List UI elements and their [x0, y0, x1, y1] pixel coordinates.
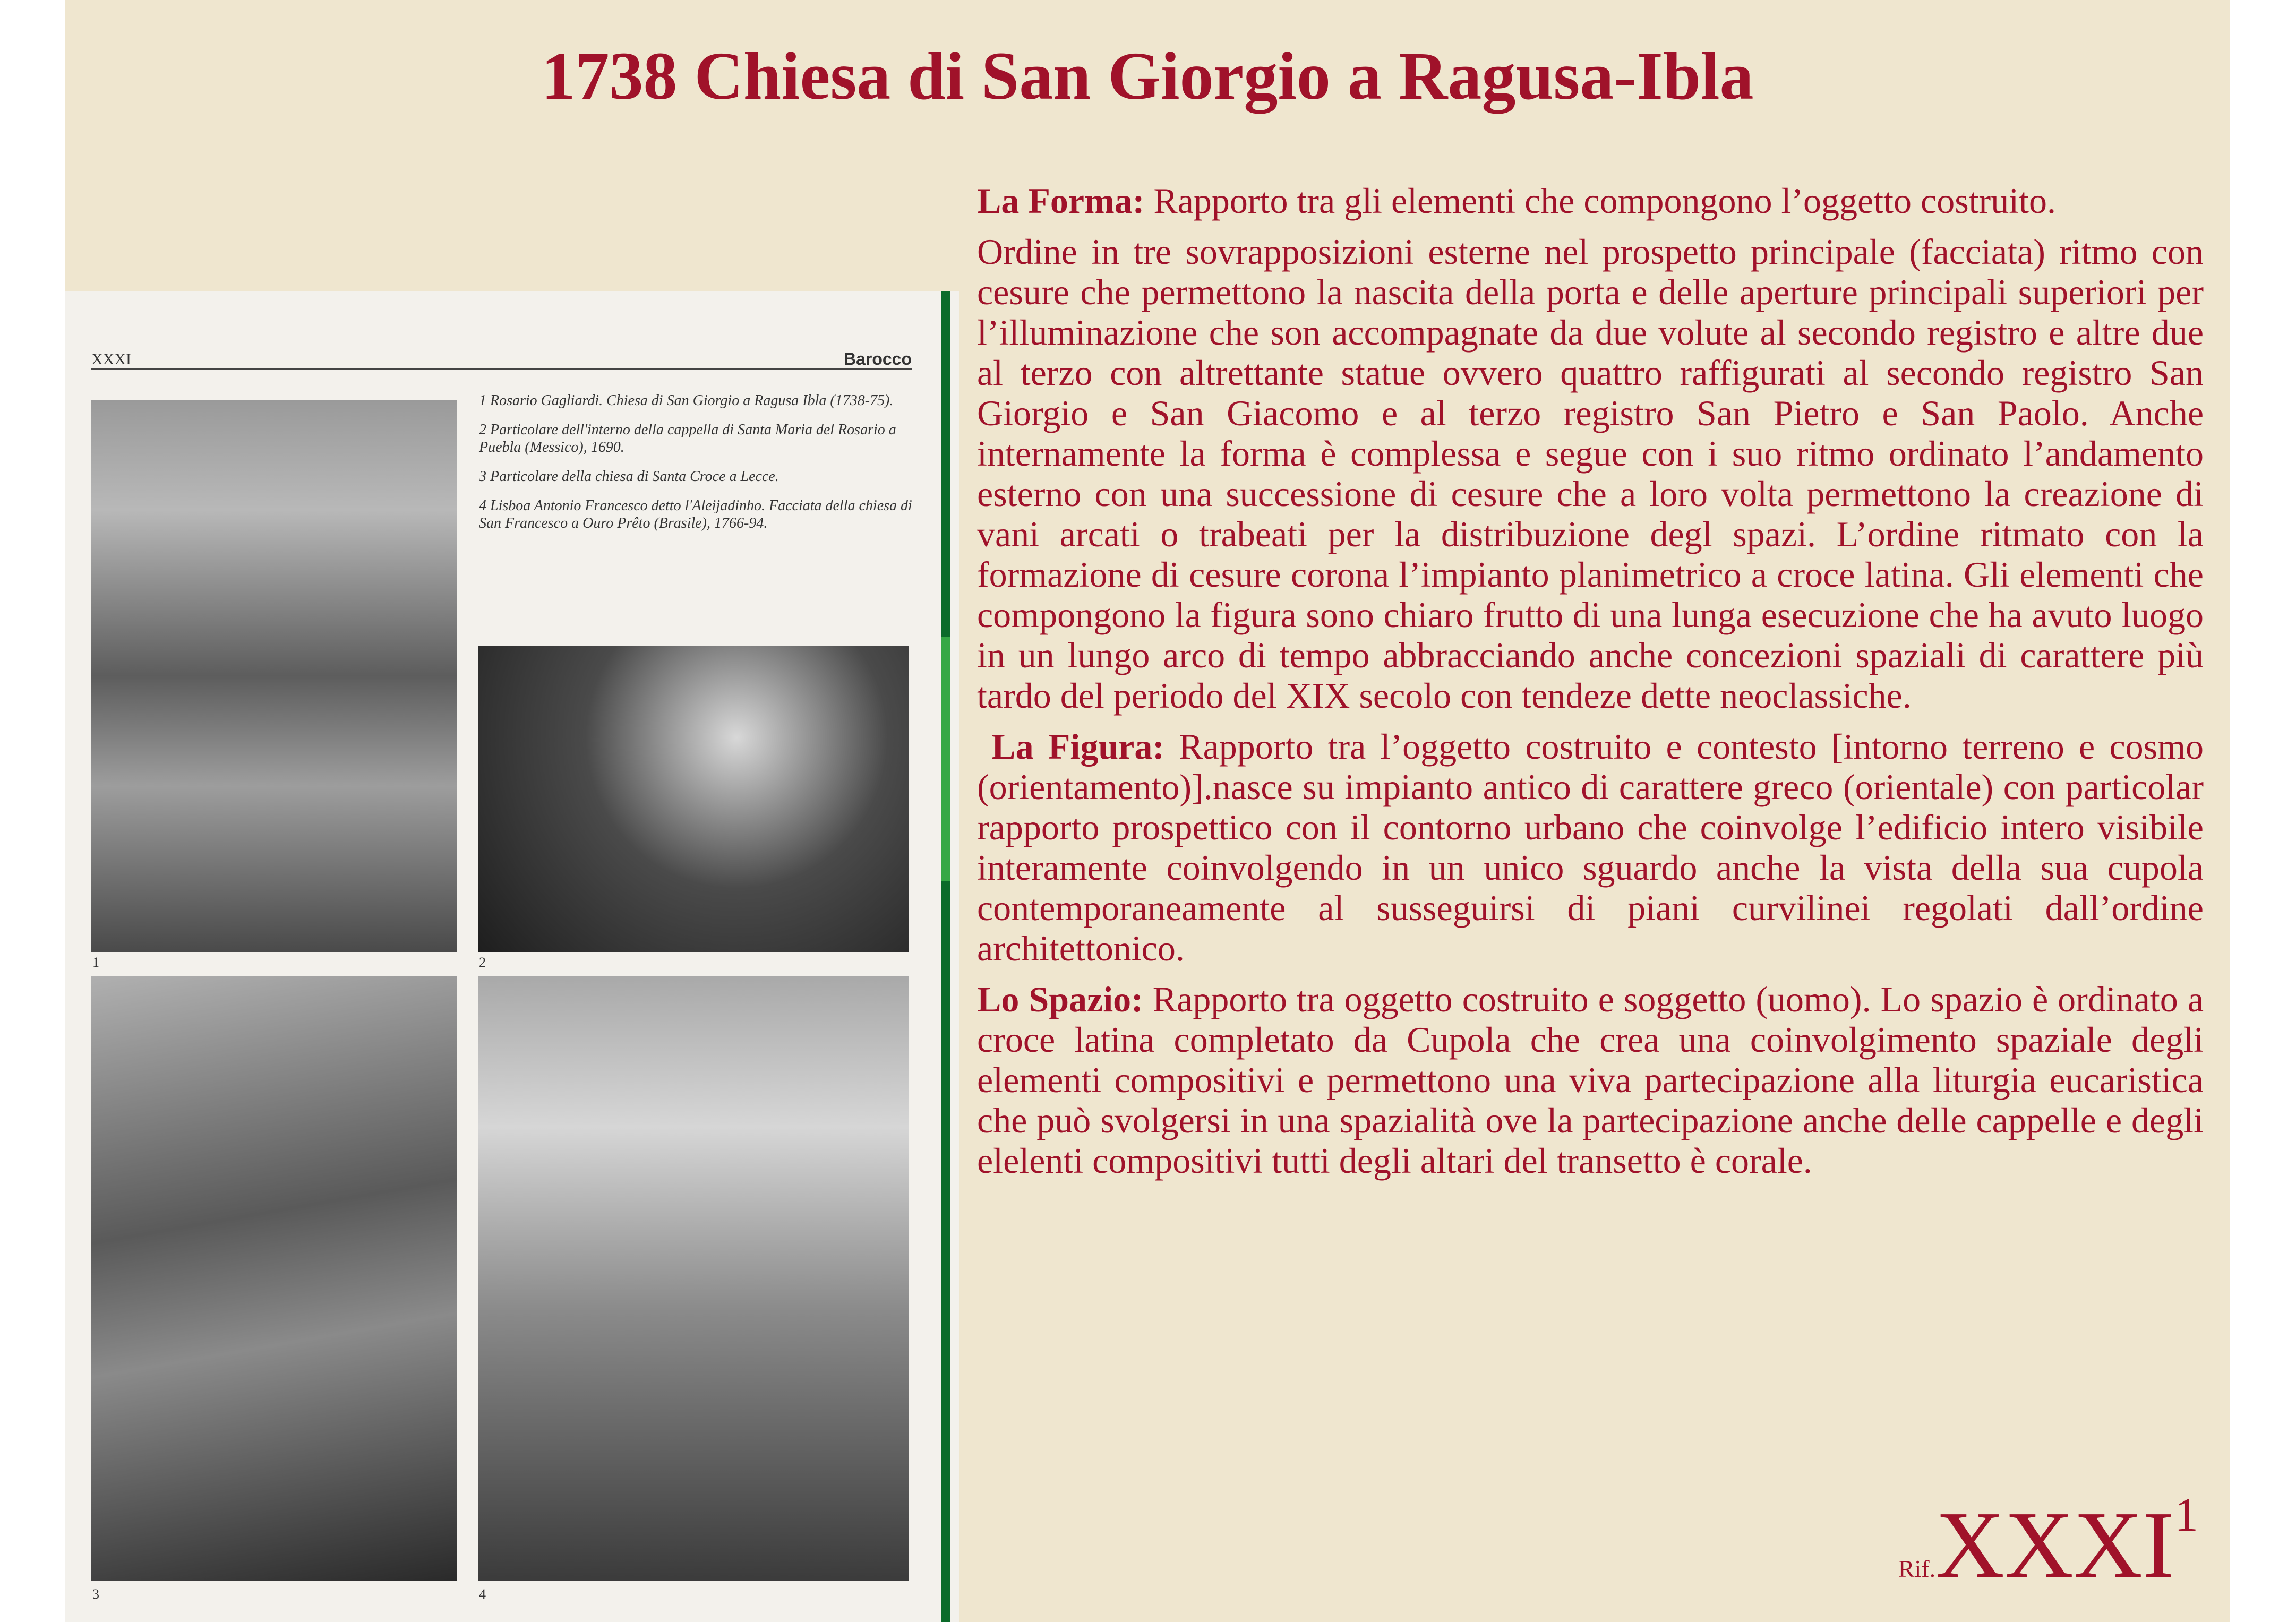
forma-lead: La Forma: Rapporto tra gli elementi che compongono l’oggetto costruito. — [977, 181, 2056, 221]
photo-number: 3 — [92, 1586, 99, 1602]
green-divider — [941, 291, 950, 1622]
spazio-paragraph: Lo Spazio: Rapporto tra oggetto costruito e soggetto (uomo). Lo spazio è ordinato a croce latina completato da Cupola che crea una coinvolgimento spaziale degli elementi compositivi e permettono una viva partecipazione alla liturgia eucaristica che può svolgersi in una spazialità ove la partecipazione anche delle cappelle e degli elelenti compositivi tutti degli altari del transetto è corale. — [977, 979, 2204, 1181]
book-captions — [479, 392, 914, 544]
photo-san-francesco — [478, 976, 909, 1581]
reference-superscript: 1 — [2174, 1489, 2198, 1541]
caption: 4 Lisboa Antonio Francesco detto l'Aleijadinho. Facciata della chiesa di San Francesco a Ouro Prêto (Brasile), 1766-94. — [479, 497, 912, 531]
photo-san-giorgio — [91, 400, 457, 952]
reference-code: XXXI — [1935, 1492, 2174, 1598]
photo-puebla-chapel — [478, 646, 909, 952]
caption: 3 Particolare della chiesa di Santa Croce a Lecce. — [479, 468, 779, 485]
photo-number: 2 — [479, 955, 486, 970]
book-section: Barocco — [843, 349, 912, 368]
figura-heading: La Figura: — [991, 726, 1164, 767]
book-header — [91, 349, 912, 370]
figura-paragraph: La Figura: Rapporto tra l’oggetto costruito e contesto [intorno terreno e cosmo (orientamento)].nasce su impianto antico di carattere greco (orientale) con particolar rapporto prospettico con il contorno urbano che coinvolge l’edificio intero visibile interamente coinvolgendo in un unico sguardo anche la vista della sua cupola contemporaneamente al susseguirsi di piani curvilinei regolati dall’ordine architettonico. — [977, 726, 2204, 968]
reference-label — [1898, 1489, 2198, 1598]
spazio-heading: Lo Spazio: — [977, 979, 1143, 1019]
book-page-scan — [65, 291, 959, 1622]
description-text — [977, 181, 2204, 1191]
photo-santa-croce — [91, 976, 457, 1581]
photo-number: 4 — [479, 1586, 486, 1602]
slide-page — [65, 0, 2230, 1622]
forma-body: Ordine in tre sovrapposizioni esterne nel prospetto principale (facciata) ritmo con cesure che permettono la nascita della porta e delle aperture principali superiori per l’illuminazione che son accompagnate da due volute al secondo registro e altre due al terzo con altrettante statue ovvero quattro raffigurati al secondo registro San Giorgio e San Giacomo e al terzo registro San Pietro e San Paolo. Anche internamente la forma è complessa e segue con i suo ritmo ordinato l’andamento esterno con una successione di cesure che a loro volta permettono la creazione di vani arcati o trabeati per la distribuzione degl spazi. L’ordine ritmato con la formazione di cesure corona l’impianto planimetrico a croce latina. Gli elementi che compongono la figura sono chiaro frutto di una lunga esecuzione che ha avuto luogo in un lungo arco di tempo abbracciando anche concezioni spaziali di carattere più tardo del periodo del XIX secolo con tendeze dette neoclassiche. — [977, 231, 2204, 716]
green-divider-accent — [941, 637, 950, 881]
book-page-number: XXXI — [91, 350, 131, 368]
reference-prefix: Rif. — [1898, 1555, 1936, 1582]
caption: 1 Rosario Gagliardi. Chiesa di San Giorgio a Ragusa Ibla (1738-75). — [479, 392, 894, 409]
caption: 2 Particolare dell'interno della cappella di Santa Maria del Rosario a Puebla (Messico), 1690. — [479, 422, 896, 456]
photo-number: 1 — [92, 955, 99, 970]
forma-heading: La Forma: — [977, 181, 1145, 221]
page-title: 1738 Chiesa di San Giorgio a Ragusa-Ibla — [541, 38, 1754, 114]
